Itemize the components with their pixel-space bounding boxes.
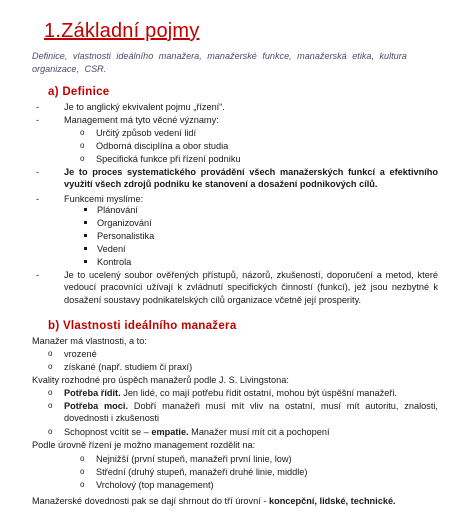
circle-bullet: o xyxy=(80,128,85,137)
quality-2-name: Potřeba moci. xyxy=(64,401,129,411)
circle-bullet: o xyxy=(80,467,85,476)
circle-bullet: o xyxy=(48,362,53,371)
definition-item-3: Je to proces systematického provádění všech manažerských funkcí a efektivního využití všech zdrojů podniku ke stanovení a dosažení podnikových cílů. xyxy=(64,167,438,190)
meaning-item: Odborná disciplína a obor studia xyxy=(96,141,229,151)
level-item: Střední (druhý stupeň, manažeři druhé linie, middle) xyxy=(96,467,308,477)
quality-3-prefix: Schopnost vcítit se – xyxy=(64,427,152,437)
function-item: Plánování xyxy=(97,205,138,215)
property-kind: získané (např. studiem či praxí) xyxy=(64,362,193,372)
level-item: Vrcholový (top management) xyxy=(96,480,214,490)
dash-bullet: - xyxy=(36,194,40,204)
definition-item-4: Funkcemi myslíme: xyxy=(64,194,144,204)
quality-item-3 xyxy=(64,426,330,438)
dash-bullet: - xyxy=(36,102,40,112)
circle-bullet: o xyxy=(80,454,85,463)
function-item: Personalistika xyxy=(97,231,155,241)
meaning-item: Specifická funkce při řízení podniku xyxy=(96,154,241,164)
function-item: Kontrola xyxy=(97,257,132,267)
square-bullet xyxy=(84,234,87,237)
quality-3-text: Manažer musí mít cit a pochopení xyxy=(188,427,330,437)
subtitle-topics: Definice, vlastnosti ideálního manažera, manažerské funkce, manažerská etika, kultura organizace, CSR. xyxy=(32,51,407,74)
section-b-heading: b) Vlastnosti ideálního manažera xyxy=(48,320,237,332)
square-bullet xyxy=(84,260,87,263)
skills-list: koncepční, lidské, technické. xyxy=(268,496,396,506)
square-bullet xyxy=(84,221,87,224)
circle-bullet: o xyxy=(80,154,85,163)
quality-item-2 xyxy=(64,400,438,425)
livingstone-intro: Kvality rozhodné pro úspěch manažerů podle J. S. Livingstona: xyxy=(32,375,289,385)
skills-prefix: Manažerské dovednosti pak se dají shrnout do tří úrovní - xyxy=(32,496,269,506)
definition-item-2: Management má tyto věcné významy: xyxy=(64,115,219,125)
quality-item-1 xyxy=(64,387,397,399)
quality-2-text: Dobří manažeři musí mít vliv na ostatní, musí mít autoritu, znalosti, dovednosti i zkušenosti xyxy=(64,401,438,424)
function-item: Vedení xyxy=(97,244,126,254)
section-a-heading: a) Definice xyxy=(48,86,110,98)
levels-intro: Podle úrovně řízení je možno management rozdělit na: xyxy=(32,440,256,450)
circle-bullet: o xyxy=(48,427,53,436)
function-item: Organizování xyxy=(97,218,152,228)
dash-bullet: - xyxy=(36,115,40,125)
quality-3-name: empatie. xyxy=(151,427,189,437)
circle-bullet: o xyxy=(80,141,85,150)
property-kind: vrozené xyxy=(64,349,97,359)
skills-summary xyxy=(32,495,396,507)
definition-item-1: Je to anglický ekvivalent pojmu „řízení“. xyxy=(64,102,225,112)
dash-bullet: - xyxy=(36,270,40,280)
quality-1-name: Potřeba řídit. xyxy=(64,388,121,398)
level-item: Nejnižší (první stupeň, manažeři první linie, low) xyxy=(96,454,292,464)
square-bullet xyxy=(84,247,87,250)
circle-bullet: o xyxy=(80,480,85,489)
quality-1-text: Jen lidé, co mají potřebu řídit ostatní, mohou být úspěšní manažeři. xyxy=(120,388,397,398)
circle-bullet: o xyxy=(48,388,53,397)
circle-bullet: o xyxy=(48,401,53,410)
meaning-item: Určitý způsob vedení lidí xyxy=(96,128,197,138)
manager-properties-intro: Manažer má vlastnosti, a to: xyxy=(32,336,147,346)
definition-item-5: Je to ucelený soubor ověřených přístupů, názorů, zkušeností, doporučení a metod, které vedoucí pracovníci užívají k zvládnutí specifických činností (funkcí), jež jsou nezbytné k dosažení soustavy podnikatelských cílů organizace včetně její prosperity. xyxy=(64,270,438,305)
dash-bullet: - xyxy=(36,167,40,177)
square-bullet xyxy=(84,208,87,211)
page-title: 1.Základní pojmy xyxy=(44,20,200,42)
circle-bullet: o xyxy=(48,349,53,358)
